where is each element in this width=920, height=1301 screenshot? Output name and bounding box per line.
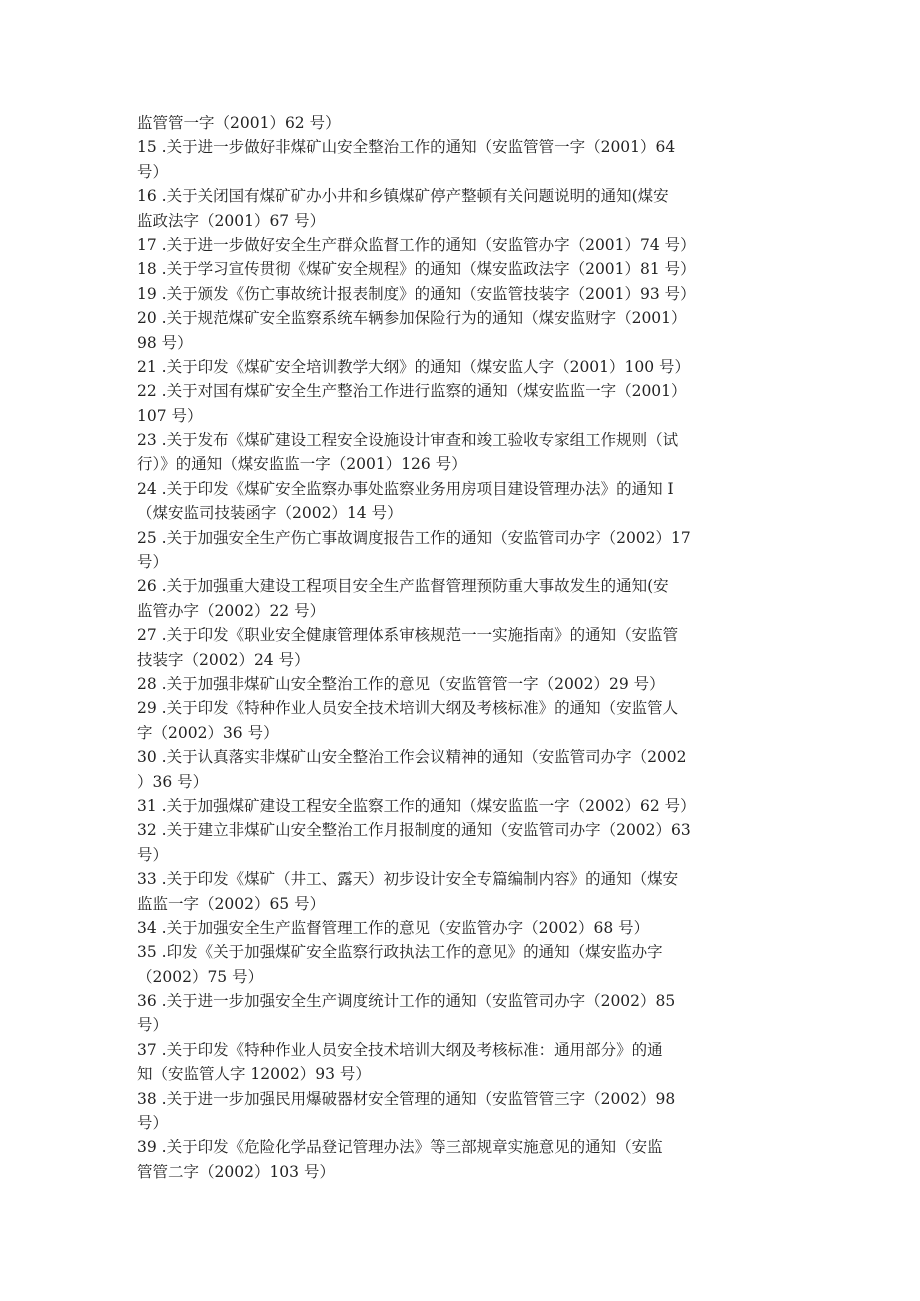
text-line: 27 .关于印发《职业安全健康管理体系审核规范一一实施指南》的通知（安监管 xyxy=(137,626,679,645)
text-line: 19 .关于颁发《伤亡事故统计报表制度》的通知（安监管技装字（2001）93 号） xyxy=(137,284,696,303)
text-line: 16 .关于关闭国有煤矿矿办小井和乡镇煤矿停产整顿有关问题说明的通知(煤安 xyxy=(137,187,669,206)
text-line: 号） xyxy=(137,162,169,181)
text-line: 24 .关于印发《煤矿安全监察办事处监察业务用房项目建设管理办法》的通知 I xyxy=(137,479,674,498)
text-line: 监政法字（2001）67 号） xyxy=(137,211,326,230)
text-line: 25 .关于加强安全生产伤亡事故调度报告工作的通知（安监管司办字（2002）17 xyxy=(137,528,691,547)
text-line: 行）》的通知（煤安监监一字（2001）126 号） xyxy=(137,455,467,474)
text-line: 监监一字（2002）65 号） xyxy=(137,894,326,913)
text-line: 98 号） xyxy=(137,333,193,352)
text-line: 29 .关于印发《特种作业人员安全技术培训大纲及考核标准》的通知（安监管人 xyxy=(137,699,679,718)
text-line: 23 .关于发布《煤矿建设工程安全设施设计审查和竣工验收专家组工作规则（试 xyxy=(137,431,679,450)
text-line: 17 .关于进一步做好安全生产群众监督工作的通知（安监管办字（2001）74 号） xyxy=(137,235,696,254)
text-line: 知（安监管人字 12002）93 号） xyxy=(137,1065,371,1084)
text-line: 28 .关于加强非煤矿山安全整治工作的意见（安监管管一字（2002）29 号） xyxy=(137,674,665,693)
text-line: 35 .印发《关于加强煤矿安全监察行政执法工作的意见》的通知（煤安监办字 xyxy=(137,943,663,962)
text-line: 37 .关于印发《特种作业人员安全技术培训大纲及考核标准：通用部分》的通 xyxy=(137,1040,663,1059)
text-line: 26 .关于加强重大建设工程项目安全生产监督管理预防重大事故发生的通知(安 xyxy=(137,577,669,596)
text-line: 39 .关于印发《危险化学品登记管理办法》等三部规章实施意见的通知（安监 xyxy=(137,1138,663,1157)
text-line: 字（2002）36 号） xyxy=(137,723,279,742)
text-line: 38 .关于进一步加强民用爆破器材安全管理的通知（安监管管三字（2002）98 xyxy=(137,1089,676,1108)
text-line: 31 .关于加强煤矿建设工程安全监察工作的通知（煤安监监一字（2002）62 号） xyxy=(137,796,696,815)
text-line: 监管办字（2002）22 号） xyxy=(137,601,326,620)
text-line: 管管二字（2002）103 号） xyxy=(137,1162,335,1181)
text-line: 33 .关于印发《煤矿（井工、露天）初步设计安全专篇编制内容》的通知（煤安 xyxy=(137,870,679,889)
text-line: ）36 号） xyxy=(137,772,209,791)
text-line: 22 .关于对国有煤矿安全生产整治工作进行监察的通知（煤安监监一字（2001） xyxy=(137,382,687,401)
text-line: 号） xyxy=(137,845,169,864)
text-line: 技装字（2002）24 号） xyxy=(137,650,310,669)
text-line: 20 .关于规范煤矿安全监察系统车辆参加保险行为的通知（煤安监财字（2001） xyxy=(137,309,687,328)
text-line: （2002）75 号） xyxy=(137,967,264,986)
text-line: 107 号） xyxy=(137,406,203,425)
text-line: 15 .关于进一步做好非煤矿山安全整治工作的通知（安监管管一字（2001）64 xyxy=(137,138,676,157)
text-line: 36 .关于进一步加强安全生产调度统计工作的通知（安监管司办字（2002）85 xyxy=(137,992,676,1011)
text-line: 号） xyxy=(137,1114,169,1133)
text-line: 32 .关于建立非煤矿山安全整治工作月报制度的通知（安监管司办字（2002）63 xyxy=(137,821,691,840)
text-line: 30 .关于认真落实非煤矿山安全整治工作会议精神的通知（安监管司办字（2002 xyxy=(137,748,687,767)
text-line: 号） xyxy=(137,1016,169,1035)
document-page xyxy=(137,111,797,1209)
text-line: （煤安监司技装函字（2002）14 号） xyxy=(137,504,403,523)
text-line: 号） xyxy=(137,553,169,572)
text-line: 21 .关于印发《煤矿安全培训教学大纲》的通知（煤安监人字（2001）100 号） xyxy=(137,357,691,376)
text-line: 监管管一字（2001）62 号） xyxy=(137,114,341,132)
text-line: 18 .关于学习宣传贯彻《煤矿安全规程》的通知（煤安监政法字（2001）81 号） xyxy=(137,260,696,279)
text-line xyxy=(137,1184,797,1208)
text-line: 34 .关于加强安全生产监督管理工作的意见（安监管办字（2002）68 号） xyxy=(137,918,650,937)
